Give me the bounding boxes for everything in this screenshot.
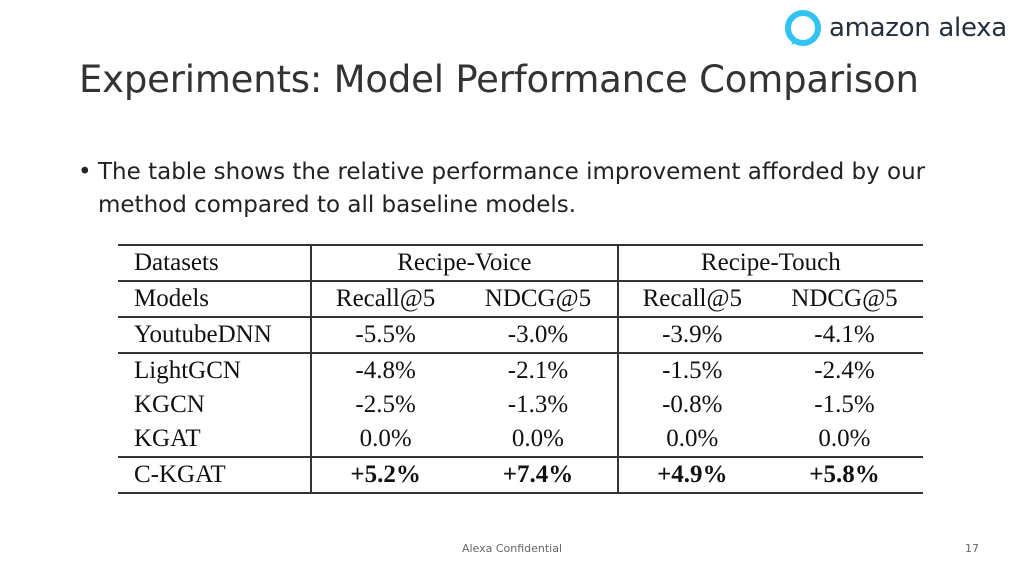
page-number: 17 (965, 542, 979, 555)
model-name: C-KGAT (118, 457, 311, 493)
bullet-point (78, 156, 938, 222)
table-row-highlight (118, 457, 923, 493)
bullet-text: The table shows the relative performance improvement afforded by our method compared to all baseline models. (98, 159, 926, 218)
table-cell: +7.4% (459, 457, 618, 493)
header-metric: NDCG@5 (459, 281, 618, 317)
table-header-row (118, 245, 923, 281)
model-name: KGCN (118, 388, 311, 422)
table-cell: +4.9% (618, 457, 766, 493)
header-metric: Recall@5 (618, 281, 766, 317)
table-cell: -2.5% (355, 391, 416, 418)
header-recipe-voice: Recipe-Voice (311, 245, 618, 281)
table-cell: 0.0% (766, 422, 923, 457)
table-cell: -1.5% (662, 357, 723, 384)
header-recipe-touch: Recipe-Touch (618, 245, 923, 281)
table-cell: -2.4% (814, 357, 875, 384)
slide-title: Experiments: Model Performance Comparison (79, 58, 919, 101)
header-metric: NDCG@5 (766, 281, 923, 317)
logo-text: amazon alexa (829, 13, 1007, 43)
table-cell: -4.8% (355, 357, 416, 384)
table-row (118, 353, 923, 388)
table-cell: -3.9% (618, 317, 766, 353)
table-row (118, 388, 923, 422)
table-cell: +5.2% (311, 457, 459, 493)
model-name: YoutubeDNN (118, 317, 311, 353)
bullet-icon: • (78, 159, 92, 185)
table-cell: -0.8% (662, 391, 723, 418)
header-datasets: Datasets (118, 245, 311, 281)
amazon-alexa-logo (784, 8, 1007, 48)
table-cell: +5.8% (766, 457, 923, 493)
header-metric: Recall@5 (311, 281, 459, 317)
model-name: KGAT (118, 422, 311, 457)
table-cell: -1.3% (459, 388, 618, 422)
table-cell: 0.0% (311, 422, 459, 457)
model-name: LightGCN (118, 353, 311, 388)
header-models: Models (118, 281, 311, 317)
table-cell: -5.5% (311, 317, 459, 353)
table-cell: -2.1% (459, 353, 618, 388)
table-cell: 0.0% (459, 422, 618, 457)
alexa-ring-icon (784, 9, 822, 47)
table-row (118, 317, 923, 353)
table-cell: 0.0% (618, 422, 766, 457)
table-cell: -1.5% (814, 391, 875, 418)
table-cell: -3.0% (459, 317, 618, 353)
table-metric-row (118, 281, 923, 317)
table-row (118, 422, 923, 457)
results-table (118, 244, 923, 494)
table-cell: -4.1% (766, 317, 923, 353)
footer-text: Alexa Confidential (461, 542, 563, 555)
